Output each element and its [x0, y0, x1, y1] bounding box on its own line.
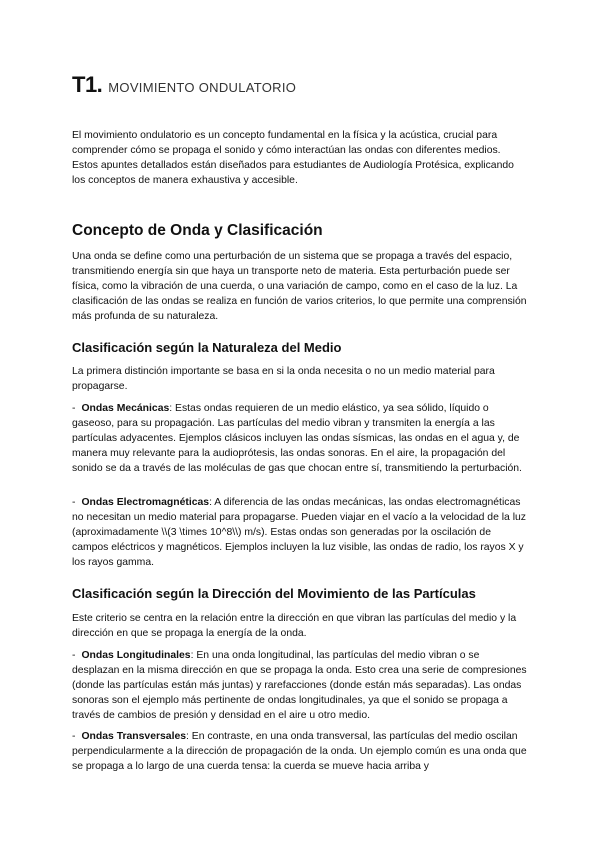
- bullet-dash: -: [72, 731, 76, 742]
- title-number: T1.: [72, 72, 103, 97]
- section-heading-naturaleza: Clasificación según la Naturaleza del Medio: [72, 340, 342, 355]
- list-item: [72, 401, 528, 476]
- bullet-ondas-transversales: [72, 729, 528, 774]
- list-item: [72, 495, 528, 570]
- direccion-paragraph: Este criterio se centra en la relación entre la dirección en que vibran las partículas del medio y la dirección en que se propaga la energía de la onda.: [72, 613, 517, 639]
- naturaleza-paragraph: La primera distinción importante se basa en si la onda necesita o no un medio material para propagarse.: [72, 366, 495, 392]
- bullet-text: : En contraste, en una onda transversal, las partículas del medio oscilan perpendicularmente a la dirección de propagación de la onda. Un ejemplo común es una onda que se propaga a lo largo de una cuerda tensa: la cuerda se mueve hacia arriba y: [72, 731, 527, 772]
- document-title: [72, 72, 296, 98]
- section-naturaleza-body: [72, 364, 528, 394]
- bullet-dash: -: [72, 650, 76, 661]
- bullet-ondas-longitudinales: [72, 648, 528, 723]
- section-heading-concepto: Concepto de Onda y Clasificación: [72, 222, 323, 239]
- bullet-ondas-mecanicas: [72, 401, 528, 476]
- bullet-term: Ondas Longitudinales: [81, 650, 191, 661]
- section-heading-direccion: Clasificación según la Dirección del Movimiento de las Partículas: [72, 586, 476, 601]
- intro-text: El movimiento ondulatorio es un concepto fundamental en la física y la acústica, crucial para comprender cómo se propaga el sonido y cómo interactúan las ondas con diferentes medios. Estos apuntes detallados están diseñados para estudiantes de Audiología Protésica, explicando los conceptos de manera exhaustiva y accesible.: [72, 130, 514, 186]
- list-item: [72, 648, 528, 723]
- bullet-term: Ondas Electromagnéticas: [81, 497, 210, 508]
- bullet-ondas-electromagneticas: [72, 495, 528, 570]
- title-text: MOVIMIENTO ONDULATORIO: [108, 80, 297, 95]
- bullet-text: : Estas ondas requieren de un medio elástico, ya sea sólido, líquido o gaseoso, para su propagación. Las partículas del medio vibran y transmiten la energía a las partículas adyacentes. Ejemplos clásicos incluyen las ondas sísmicas, las ondas en el agua y, de manera muy relevante para la audioprótesis, las ondas sonoras. En el aire, la propagación del sonido se da a través de las moléculas de gas que chocan entre sí, transmitiendo la perturbación.: [72, 403, 522, 474]
- section-direccion-body: [72, 611, 528, 641]
- list-item: [72, 729, 528, 774]
- concepto-paragraph: Una onda se define como una perturbación de un sistema que se propaga a través del espacio, transmitiendo energía sin que haya un transporte neto de materia. Esta perturbación puede ser física, como la vibración de una cuerda, o una variación de campo, como en el caso de la luz. La clasificación de las ondas se realiza en función de varios criterios, lo que permite una comprensión más profunda de su naturaleza.: [72, 251, 527, 322]
- section-concepto-body: [72, 249, 528, 324]
- bullet-dash: -: [72, 403, 76, 414]
- bullet-term: Ondas Mecánicas: [81, 403, 170, 414]
- bullet-dash: -: [72, 497, 76, 508]
- bullet-term: Ondas Transversales: [81, 731, 187, 742]
- bullet-text: : A diferencia de las ondas mecánicas, las ondas electromagnéticas no necesitan un medio material para propagarse. Pueden viajar en el vacío a la velocidad de la luz (aproximadamente \\(3 \times 10^8\\) m/s). Estas ondas son generadas por la oscilación de campos eléctricos y magnéticos. Ejemplos incluyen la luz visible, las ondas de radio, los rayos X y los rayos gamma.: [72, 497, 527, 568]
- intro-paragraph: [72, 128, 528, 188]
- bullet-text: : En una onda longitudinal, las partículas del medio vibran o se desplazan en la misma dirección en que se propaga la onda. Esto crea una serie de compresiones (donde las partículas están más juntas) y rarefacciones (donde están más separadas). Las ondas sonoras son el ejemplo más pertinente de ondas longitudinales, ya que el sonido se propaga a través de cambios de presión y densidad en el aire u otro medio.: [72, 650, 527, 721]
